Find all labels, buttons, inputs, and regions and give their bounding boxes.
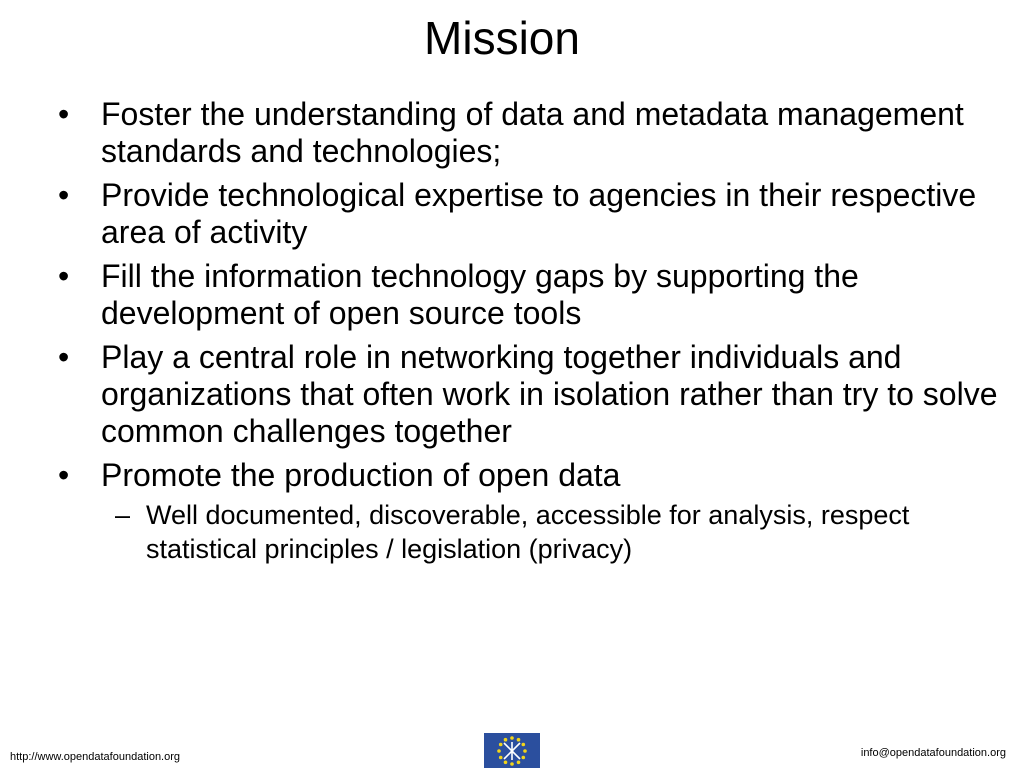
- sub-bullet-text: Well documented, discoverable, accessible for analysis, respect statistical principles / legislation (privacy): [146, 500, 910, 564]
- bullet-item: [0, 339, 1000, 450]
- bullet-item: [0, 96, 1000, 170]
- bullet-text: Promote the production of open data: [101, 457, 621, 493]
- bullet-marker: •: [58, 177, 70, 213]
- bullet-marker: •: [58, 339, 70, 375]
- bullet-item: [0, 258, 1000, 332]
- bullet-item: [0, 457, 1000, 566]
- bullet-marker: •: [58, 457, 70, 493]
- bullet-text: Fill the information technology gaps by supporting the development of open source tools: [101, 258, 859, 331]
- bullet-item: [0, 177, 1000, 251]
- bullet-marker: •: [58, 96, 70, 132]
- bullet-marker: •: [58, 258, 70, 294]
- bullet-text: Foster the understanding of data and metadata management standards and technologies;: [101, 96, 964, 169]
- eu-flag-logo: [484, 733, 540, 768]
- footer-email[interactable]: info@opendatafoundation.org: [860, 747, 1006, 759]
- sub-bullet-item: [0, 498, 1000, 566]
- bullet-text: Play a central role in networking together individuals and organizations that often work in isolation rather than try to solve common challenges together: [101, 339, 998, 449]
- bullet-list: [0, 96, 1000, 573]
- slide-title: Mission: [424, 12, 580, 64]
- bullet-text: Provide technological expertise to agencies in their respective area of activity: [101, 177, 977, 250]
- sub-bullet-marker: –: [115, 500, 131, 530]
- sub-bullet-list: [101, 498, 1000, 566]
- footer-website[interactable]: http://www.opendatafoundation.org: [10, 751, 181, 763]
